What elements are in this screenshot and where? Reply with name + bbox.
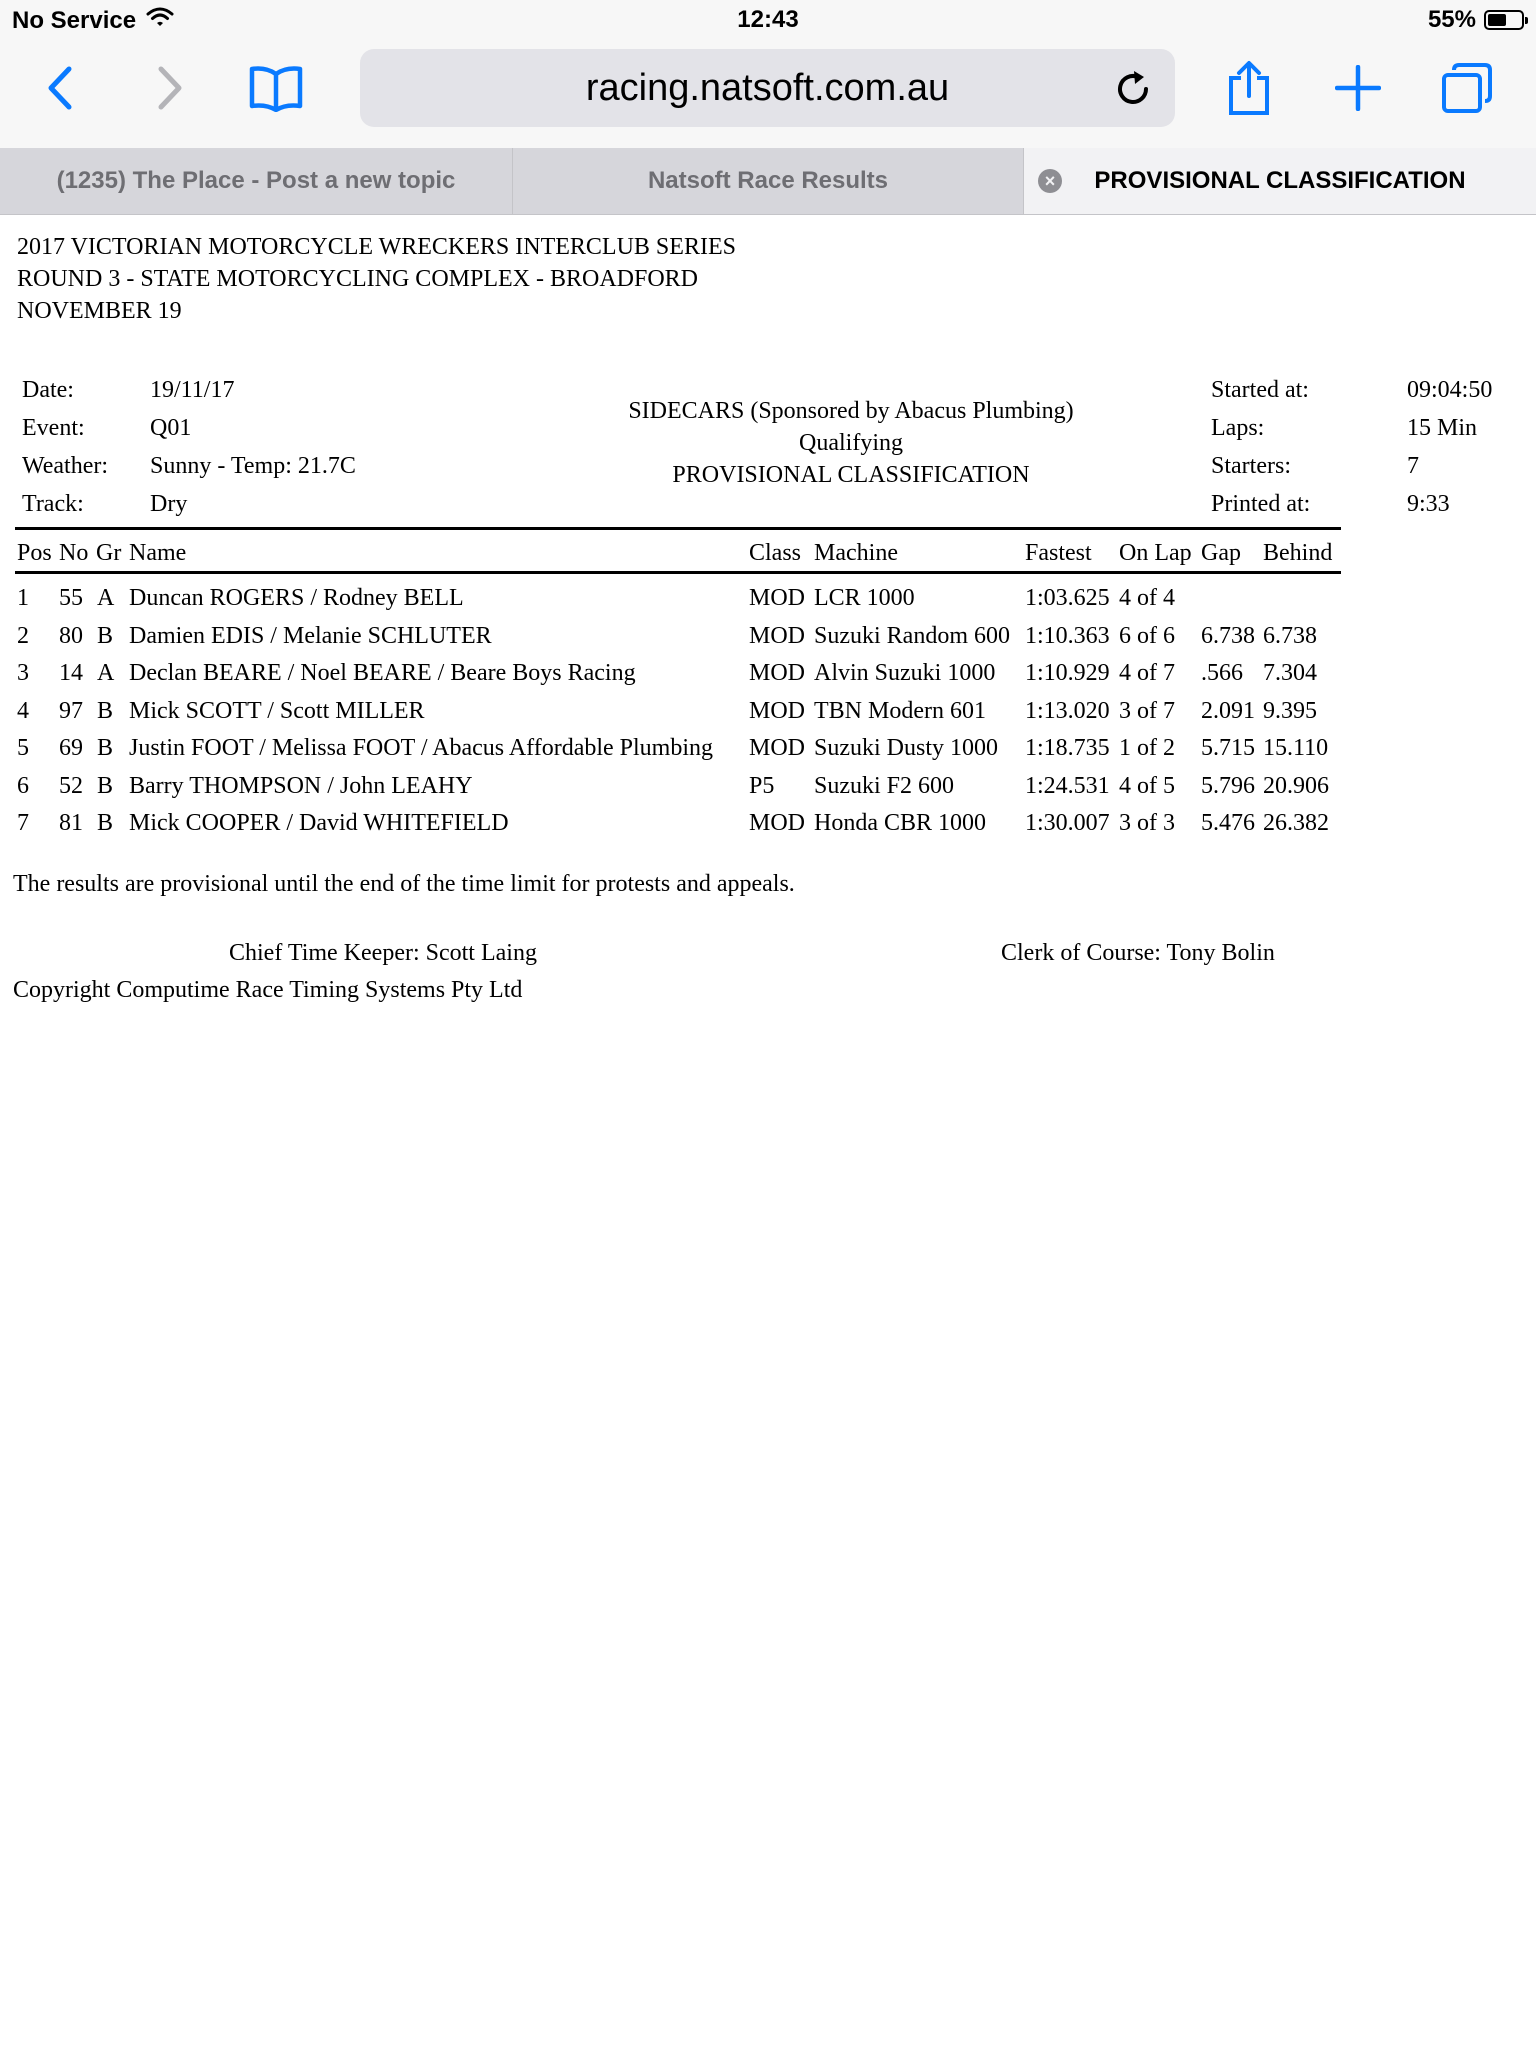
share-button[interactable] — [1219, 58, 1279, 118]
chevron-right-icon — [155, 65, 185, 111]
battery-icon — [1484, 10, 1524, 30]
session-title — [480, 395, 1222, 491]
result-fastest: 1:03.625 — [1025, 585, 1110, 611]
share-icon — [1226, 60, 1272, 116]
result-name: Mick SCOTT / Scott MILLER — [129, 697, 425, 724]
info-value: Dry — [150, 491, 188, 517]
battery-fill — [1488, 14, 1506, 26]
result-gap: 6.738 — [1201, 622, 1255, 649]
col-gr-header: Gr — [96, 540, 122, 566]
table-header-rule — [15, 571, 1341, 574]
result-gap: 2.091 — [1201, 697, 1255, 724]
table-top-rule — [15, 527, 1341, 530]
plus-icon — [1335, 65, 1381, 111]
tab-the-place[interactable] — [0, 148, 513, 214]
info-row-starters — [1211, 447, 1492, 485]
col-gap-header: Gap — [1201, 540, 1241, 566]
session-info-right — [1211, 371, 1492, 523]
result-pos: 3 — [17, 660, 29, 686]
result-class: MOD — [749, 735, 806, 761]
results-page — [0, 215, 1536, 2048]
result-pos: 7 — [17, 810, 29, 836]
carrier-label: No Service — [12, 6, 137, 34]
result-number: 69 — [59, 735, 83, 761]
result-pos: 2 — [17, 622, 29, 649]
result-gap: .566 — [1201, 660, 1243, 686]
new-tab-button[interactable] — [1328, 58, 1388, 118]
result-name: Declan BEARE / Noel BEARE / Beare Boys Racing — [129, 660, 636, 686]
result-behind: 15.110 — [1263, 735, 1329, 761]
info-row-track — [22, 485, 356, 523]
class-title: SIDECARS (Sponsored by Abacus Plumbing) — [628, 398, 1074, 424]
reload-icon — [1115, 68, 1153, 108]
result-number: 80 — [59, 622, 83, 649]
result-fastest: 1:10.929 — [1025, 660, 1110, 686]
event-header — [17, 231, 736, 327]
chief-time-keeper: Chief Time Keeper: Scott Laing — [229, 940, 537, 966]
status-right — [1428, 6, 1524, 34]
result-class: MOD — [749, 810, 806, 836]
result-fastest: 1:10.363 — [1025, 622, 1110, 649]
tabs-icon — [1441, 62, 1493, 114]
result-on-lap: 1 of 2 — [1119, 735, 1175, 761]
info-label: Event: — [22, 415, 85, 441]
tab-provisional-classification[interactable] — [1024, 148, 1536, 214]
result-class: MOD — [749, 622, 806, 649]
result-on-lap: 6 of 6 — [1119, 622, 1175, 649]
result-on-lap: 3 of 7 — [1119, 697, 1175, 724]
status-time: 12:43 — [737, 6, 799, 33]
provisional-note: The results are provisional until the end of the time limit for protests and appeals. — [13, 871, 795, 897]
result-name: Justin FOOT / Melissa FOOT / Abacus Affordable Plumbing — [129, 735, 714, 761]
result-pos: 1 — [17, 585, 29, 611]
info-label: Date: — [22, 377, 74, 403]
result-number: 55 — [59, 585, 83, 611]
result-group: B — [97, 810, 114, 836]
col-class-header: Class — [749, 540, 802, 566]
browser-toolbar — [0, 40, 1536, 148]
col-behind-header: Behind — [1263, 540, 1333, 566]
tab-label: PROVISIONAL CLASSIFICATION — [1094, 167, 1466, 194]
result-group: A — [97, 585, 115, 611]
col-onlap-header: On Lap — [1119, 540, 1192, 566]
result-gap: 5.715 — [1201, 735, 1255, 761]
book-icon — [248, 64, 304, 112]
result-machine: Alvin Suzuki 1000 — [814, 660, 996, 686]
info-label: Printed at: — [1211, 491, 1311, 517]
session-info-left — [22, 371, 356, 523]
result-group: B — [97, 697, 114, 724]
tab-natsoft-results[interactable] — [513, 148, 1024, 214]
info-label: Laps: — [1211, 415, 1265, 441]
result-class: MOD — [749, 660, 806, 686]
info-row-started — [1211, 371, 1492, 409]
info-value: 15 Min — [1407, 415, 1478, 441]
result-number: 81 — [59, 810, 83, 836]
info-label: Track: — [22, 491, 84, 517]
result-number: 97 — [59, 697, 83, 724]
col-pos-header: Pos — [17, 540, 52, 566]
chevron-left-icon — [45, 65, 75, 111]
battery-tip — [1525, 17, 1528, 24]
result-fastest: 1:24.531 — [1025, 772, 1110, 799]
classification-title: PROVISIONAL CLASSIFICATION — [672, 462, 1030, 488]
result-on-lap: 4 of 5 — [1119, 772, 1175, 799]
result-on-lap: 4 of 4 — [1119, 585, 1175, 611]
date-title: NOVEMBER 19 — [17, 298, 182, 324]
tab-label: (1235) The Place - Post a new topic — [56, 167, 456, 194]
info-row-laps — [1211, 409, 1492, 447]
result-name: Barry THOMPSON / John LEAHY — [129, 772, 473, 799]
info-value: 19/11/17 — [150, 377, 235, 403]
result-behind: 7.304 — [1263, 660, 1317, 686]
round-title: ROUND 3 - STATE MOTORCYCLING COMPLEX - BROADFORD — [17, 266, 699, 292]
info-value: 9:33 — [1407, 491, 1450, 517]
result-behind: 6.738 — [1263, 622, 1317, 649]
result-machine: LCR 1000 — [814, 585, 915, 611]
result-number: 14 — [59, 660, 83, 686]
result-pos: 5 — [17, 735, 29, 761]
url-text: racing.natsoft.com.au — [585, 67, 950, 109]
info-row-printed — [1211, 485, 1492, 523]
back-button[interactable] — [30, 58, 90, 118]
result-machine: TBN Modern 601 — [814, 697, 986, 724]
result-class: MOD — [749, 585, 806, 611]
result-on-lap: 4 of 7 — [1119, 660, 1175, 686]
result-gap: 5.796 — [1201, 772, 1255, 799]
result-pos: 6 — [17, 772, 29, 799]
result-machine: Suzuki Dusty 1000 — [814, 735, 999, 761]
forward-button[interactable] — [140, 58, 200, 118]
tab-label: Natsoft Race Results — [647, 167, 889, 194]
result-class: P5 — [749, 772, 775, 799]
info-row-event — [22, 409, 356, 447]
result-behind: 20.906 — [1263, 772, 1329, 799]
info-value: 7 — [1407, 453, 1419, 479]
tab-bar — [0, 148, 1536, 215]
result-fastest: 1:30.007 — [1025, 810, 1110, 836]
info-label: Weather: — [22, 453, 109, 479]
result-behind: 26.382 — [1263, 810, 1329, 836]
reload-button[interactable] — [1107, 61, 1161, 115]
result-name: Duncan ROGERS / Rodney BELL — [129, 585, 464, 611]
result-gap: 5.476 — [1201, 810, 1255, 836]
info-value: Q01 — [150, 415, 192, 441]
result-on-lap: 3 of 3 — [1119, 810, 1175, 836]
col-fastest-header: Fastest — [1025, 540, 1092, 566]
result-name: Damien EDIS / Melanie SCHLUTER — [129, 622, 492, 649]
result-group: B — [97, 622, 114, 649]
close-tab-icon[interactable]: × — [1038, 169, 1062, 193]
result-group: A — [97, 660, 115, 686]
col-no-header: No — [59, 540, 89, 566]
result-group: B — [97, 735, 114, 761]
col-machine-header: Machine — [814, 540, 898, 566]
info-row-date — [22, 371, 356, 409]
result-pos: 4 — [17, 697, 29, 724]
info-label: Started at: — [1211, 377, 1309, 403]
result-fastest: 1:18.735 — [1025, 735, 1110, 761]
result-fastest: 1:13.020 — [1025, 697, 1110, 724]
result-class: MOD — [749, 697, 806, 724]
result-behind: 9.395 — [1263, 697, 1317, 724]
info-row-weather — [22, 447, 356, 485]
series-title: 2017 VICTORIAN MOTORCYCLE WRECKERS INTERCLUB SERIES — [17, 234, 736, 260]
session-type: Qualifying — [799, 430, 903, 456]
result-machine: Suzuki Random 600 — [814, 622, 1010, 649]
result-machine: Suzuki F2 600 — [814, 772, 955, 799]
battery-percent: 55% — [1427, 6, 1476, 33]
copyright: Copyright Computime Race Timing Systems Pty Ltd — [13, 977, 523, 1003]
clerk-of-course: Clerk of Course: Tony Bolin — [1001, 940, 1275, 966]
info-label: Starters: — [1211, 453, 1291, 479]
tabs-overview-button[interactable] — [1437, 58, 1497, 118]
info-value: Sunny - Temp: 21.7C — [150, 453, 356, 479]
result-number: 52 — [59, 772, 83, 799]
result-group: B — [97, 772, 114, 799]
result-machine: Honda CBR 1000 — [814, 810, 987, 836]
status-bar — [0, 0, 1536, 40]
info-value: 09:04:50 — [1407, 377, 1493, 403]
bookmarks-button[interactable] — [246, 58, 306, 118]
col-name-header: Name — [129, 540, 187, 566]
address-bar[interactable] — [360, 49, 1175, 127]
result-name: Mick COOPER / David WHITEFIELD — [129, 810, 509, 836]
